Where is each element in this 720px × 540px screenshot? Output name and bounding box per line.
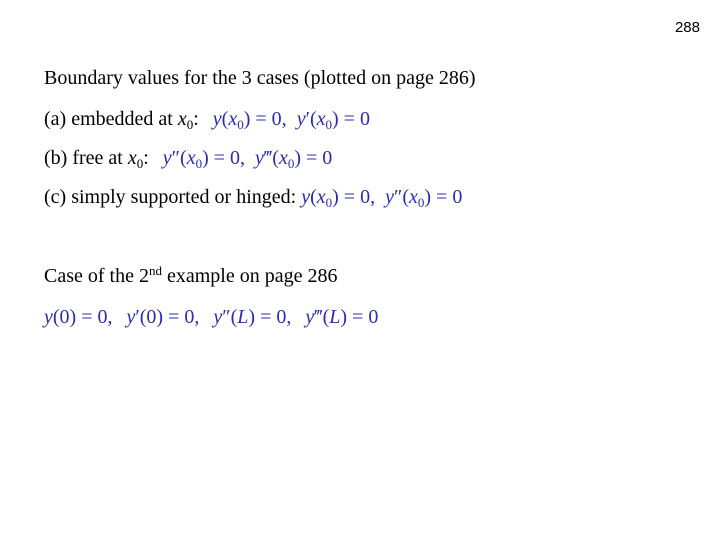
case-a-bc2: $y'(x_0) = 0$ <box>296 108 370 132</box>
case-b-line <box>44 146 332 170</box>
example-bc-1: y(0) = 0, <box>44 306 113 328</box>
case-a-line <box>44 107 370 131</box>
boundary-values-heading: Boundary values for the 3 cases (plotted on page 286) <box>44 67 476 89</box>
case-b-bc2: $y‴(x_0) = 0$ <box>255 147 333 171</box>
case-a-bc1: $y(x_0) = 0$, <box>212 108 287 132</box>
case-colon: : <box>193 108 199 130</box>
x0-subscript: 0 <box>136 156 144 171</box>
x0-subscript: 0 <box>186 117 194 132</box>
case-colon: : <box>143 147 149 169</box>
example-boundary-conditions <box>44 305 378 329</box>
case-c-label: (c) simply supported or hinged: <box>44 186 302 208</box>
example-bc-2: y′(0) = 0, <box>126 306 200 328</box>
case-b-bc1: $y''(x_0) = 0$, <box>162 147 246 171</box>
case-c-line <box>44 185 462 209</box>
page-number: 288 <box>674 19 700 36</box>
x0-variable: x <box>177 108 187 130</box>
case-c-bc1: $y(x_0) = 0$, <box>301 186 376 210</box>
case-c-bc2: $y''(x_0) = 0$ <box>385 186 463 210</box>
x0-variable: x <box>127 147 137 169</box>
example-bc-4: y‴(L) = 0 <box>305 306 379 328</box>
example-bc-3: y″(L) = 0, <box>213 306 292 328</box>
case-a-label: (a) embedded at <box>44 108 178 130</box>
case-b-label: (b) free at <box>44 147 128 169</box>
example-heading: Case of the 2nd example on page 286 <box>44 263 338 287</box>
